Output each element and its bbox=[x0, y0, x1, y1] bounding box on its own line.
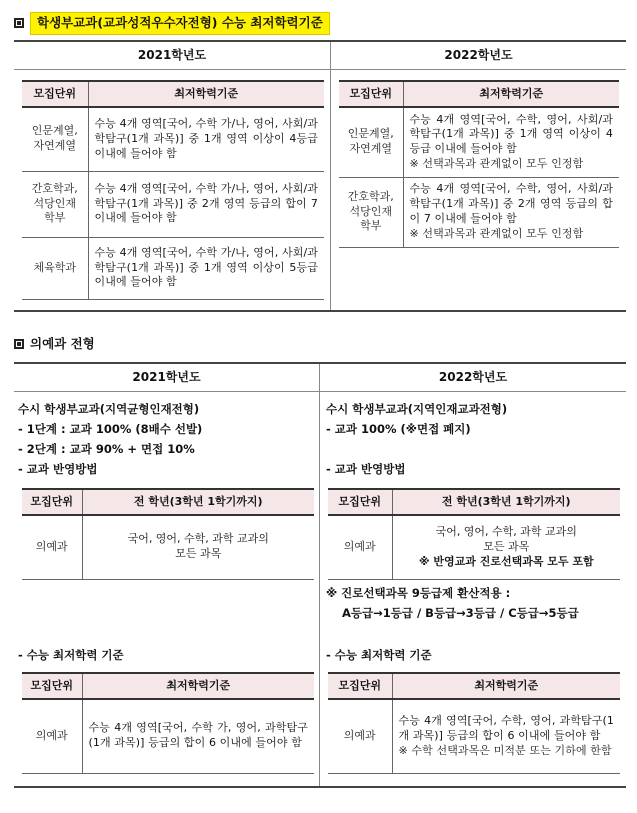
criteria-text: 수능 4개 영역[국어, 수학, 영어, 사회/과학탐구(1개 과목)] 중 2개 영역 등급의 합이 7 이내에 들어야 함 bbox=[409, 182, 613, 225]
criteria-note: ※ 수학 선택과목은 미적분 또는 기하에 한함 bbox=[398, 743, 612, 757]
criteria-cell: 수능 4개 영역[국어, 수학 가, 영어, 과학탐구(1개 과목)] 등급의 합이 6 이내에 들어야 함 bbox=[82, 699, 314, 773]
section1-col-2022 bbox=[331, 42, 626, 310]
table-row bbox=[339, 177, 619, 247]
header-criteria: 최저학력기준 bbox=[82, 673, 314, 699]
section2-title: 의예과 전형 bbox=[30, 336, 95, 351]
unit-cell: 의예과 bbox=[328, 515, 392, 579]
csat-table-2021 bbox=[22, 672, 314, 774]
stage-2-text: - 2단계 : 교과 90% + 면접 10% bbox=[18, 442, 195, 456]
table-row bbox=[22, 107, 324, 171]
criteria-note: ※ 선택과목과 관계없이 모두 인정함 bbox=[409, 226, 584, 240]
csat-table-2022 bbox=[328, 672, 620, 774]
reflect-method-label: - 교과 반영방법 bbox=[326, 462, 406, 476]
year-2022-label: 2022학년도 bbox=[331, 42, 626, 70]
header-criteria: 최저학력기준 bbox=[392, 673, 620, 699]
header-unit: 모집단위 bbox=[22, 673, 82, 699]
unit-cell: 간호학과, 석당인재 학부 bbox=[22, 171, 88, 237]
criteria-table-2021 bbox=[22, 80, 324, 300]
criteria-note: ※ 선택과목과 관계없이 모두 인정함 bbox=[409, 157, 584, 171]
header-unit: 모집단위 bbox=[22, 81, 88, 107]
criteria-cell bbox=[392, 699, 620, 773]
reflect-table-2021 bbox=[22, 488, 314, 580]
year-2022-label: 2022학년도 bbox=[320, 364, 626, 392]
header-unit: 모집단위 bbox=[328, 673, 392, 699]
subjects-text: 국어, 영어, 수학, 과학 교과의 모든 과목 bbox=[435, 524, 577, 553]
subjects-cell bbox=[392, 515, 620, 579]
section2-col-2021 bbox=[14, 364, 319, 786]
criteria-table-2022 bbox=[339, 80, 619, 248]
square-bullet-icon bbox=[14, 18, 24, 28]
table-row bbox=[22, 515, 314, 579]
section2-heading bbox=[14, 336, 95, 353]
criteria-cell bbox=[403, 177, 619, 247]
unit-cell: 의예과 bbox=[22, 699, 82, 773]
table-row bbox=[339, 107, 619, 177]
header-criteria: 최저학력기준 bbox=[403, 81, 619, 107]
year-2021-label: 2021학년도 bbox=[14, 42, 330, 70]
reflect-method-label: - 교과 반영방법 bbox=[18, 462, 98, 476]
unit-cell: 의예과 bbox=[328, 699, 392, 773]
criteria-cell: 수능 4개 영역[국어, 수학 가/나, 영어, 사회/과학탐구(1개 과목)] 중 1개 영역 이상이 5등급 이내에 들어야 함 bbox=[88, 237, 324, 299]
criteria-text: 수능 4개 영역[국어, 수학, 영어, 과학탐구(1개 과목)] 등급의 합이 6 이내에 들어야 함 bbox=[398, 713, 614, 742]
grade-ratio-text: - 교과 100% (※면접 폐지) bbox=[326, 422, 471, 436]
section2-col-2022 bbox=[320, 364, 626, 786]
criteria-cell bbox=[403, 107, 619, 177]
stage-1-text: - 1단계 : 교과 100% (8배수 선발) bbox=[18, 422, 203, 436]
table-row bbox=[22, 237, 324, 299]
header-unit: 모집단위 bbox=[328, 489, 392, 515]
unit-cell: 체육학과 bbox=[22, 237, 88, 299]
section1-title: 학생부교과(교과성적우수자전형) 수능 최저학력기준 bbox=[30, 12, 330, 35]
table-row bbox=[328, 699, 620, 773]
header-unit: 모집단위 bbox=[22, 489, 82, 515]
header-criteria: 최저학력기준 bbox=[88, 81, 324, 107]
table-row bbox=[22, 171, 324, 237]
admission-type: 수시 학생부교과(지역인재교과전형) bbox=[326, 402, 508, 416]
header-unit: 모집단위 bbox=[339, 81, 403, 107]
subjects-note: ※ 반영교과 진로선택과목 모두 포함 bbox=[418, 554, 594, 568]
section2-frame bbox=[14, 362, 626, 788]
unit-cell: 인문계열, 자연계열 bbox=[339, 107, 403, 177]
section1-heading bbox=[14, 12, 330, 35]
section1-col-2021 bbox=[14, 42, 330, 310]
conversion-title: ※ 진로선택과목 9등급제 환산적용 : bbox=[326, 586, 511, 600]
table-row bbox=[328, 515, 620, 579]
table-row bbox=[22, 699, 314, 773]
criteria-text: 수능 4개 영역[국어, 수학, 영어, 사회/과학탐구(1개 과목)] 중 1개 영역 이상이 4등급 이내에 들어야 함 bbox=[409, 112, 613, 156]
square-bullet-icon bbox=[14, 339, 24, 349]
year-2021-label: 2021학년도 bbox=[14, 364, 319, 392]
section1-frame bbox=[14, 40, 626, 312]
header-range: 전 학년(3학년 1학기까지) bbox=[392, 489, 620, 515]
conversion-detail: A등급→1등급 / B등급→3등급 / C등급→5등급 bbox=[342, 606, 579, 620]
unit-cell: 의예과 bbox=[22, 515, 82, 579]
admission-type: 수시 학생부교과(지역균형인재전형) bbox=[18, 402, 200, 416]
unit-cell: 간호학과, 석당인재 학부 bbox=[339, 177, 403, 247]
unit-cell: 인문계열, 자연계열 bbox=[22, 107, 88, 171]
header-range: 전 학년(3학년 1학기까지) bbox=[82, 489, 314, 515]
criteria-cell: 수능 4개 영역[국어, 수학 가/나, 영어, 사회/과학탐구(1개 과목)] 중 1개 영역 이상이 4등급 이내에 들어야 함 bbox=[88, 107, 324, 171]
reflect-table-2022 bbox=[328, 488, 620, 580]
subjects-cell: 국어, 영어, 수학, 과학 교과의 모든 과목 bbox=[82, 515, 314, 579]
csat-label: - 수능 최저학력 기준 bbox=[326, 648, 432, 662]
csat-label: - 수능 최저학력 기준 bbox=[18, 648, 124, 662]
criteria-cell: 수능 4개 영역[국어, 수학 가/나, 영어, 사회/과학탐구(1개 과목)] 중 2개 영역 등급의 합이 7 이내에 들어야 함 bbox=[88, 171, 324, 237]
